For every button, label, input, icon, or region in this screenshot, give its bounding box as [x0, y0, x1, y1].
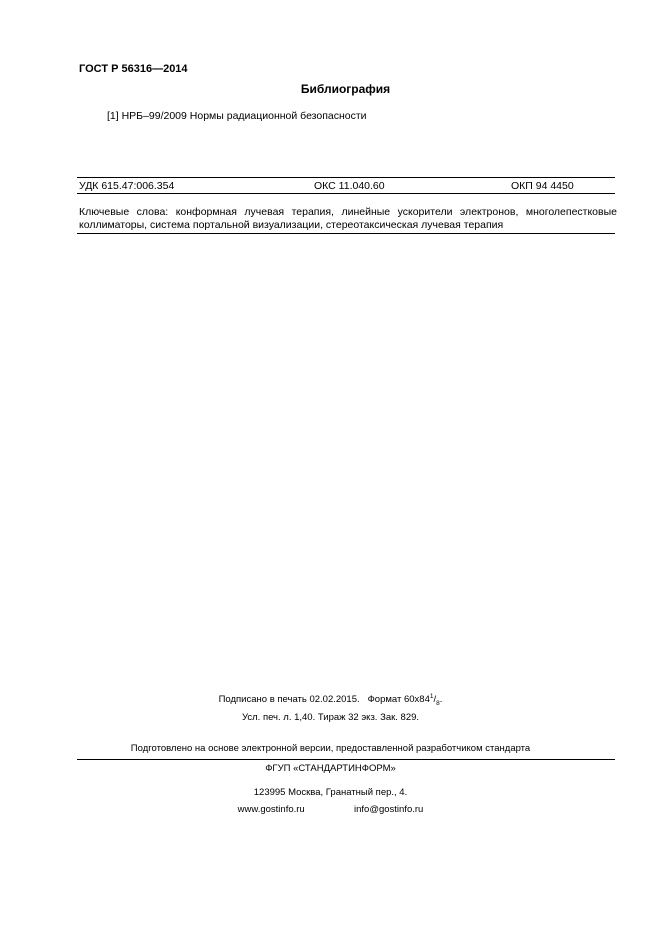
- website-link[interactable]: www.gostinfo.ru: [237, 804, 305, 815]
- publisher-contacts: [0, 804, 661, 815]
- format-suffix: .: [439, 694, 443, 706]
- keywords-paragraph: Ключевые слова: конформная лучевая терапия, линейные ускорители электронов, многолепестковые коллиматоры, система портальной визуализации, стереотаксическая лучевая терапия: [79, 206, 617, 231]
- classification-divider: [77, 193, 615, 194]
- imprint-signed-line: Подписано в печать 02.02.2015. Формат $60x84^1/_8$.: [218, 693, 443, 708]
- prepared-note: Подготовлено на основе электронной версии, предоставленной разработчиком стандарта: [130, 743, 531, 754]
- udk-code: УДК 615.47:006.354: [79, 180, 175, 192]
- publisher-divider: [77, 759, 615, 760]
- top-divider: [77, 177, 615, 178]
- format-numerator: 1: [429, 693, 434, 700]
- keywords-divider: [77, 233, 615, 234]
- oks-code: ОКС 11.040.60: [314, 180, 385, 192]
- publisher-name: ФГУП «СТАНДАРТИНФОРМ»: [265, 763, 396, 774]
- format-denominator: 8: [436, 700, 440, 708]
- email-link[interactable]: info@gostinfo.ru: [354, 804, 424, 815]
- signed-date-text: Подписано в печать 02.02.2015.: [218, 694, 360, 706]
- okp-code: ОКП 94 4450: [511, 180, 574, 192]
- publisher-address: 123995 Москва, Гранатный пер., 4.: [253, 787, 408, 798]
- format-text: Формат 60x84: [367, 694, 430, 706]
- bibliography-item: [1] НРБ–99/2009 Нормы радиационной безопасности: [107, 110, 367, 122]
- print-info-line: Усл. печ. л. 1,40. Тираж 32 экз. Зак. 829.: [241, 712, 420, 723]
- standard-code-header: ГОСТ Р 56316—2014: [79, 63, 188, 75]
- bibliography-title: Библиография: [300, 82, 391, 96]
